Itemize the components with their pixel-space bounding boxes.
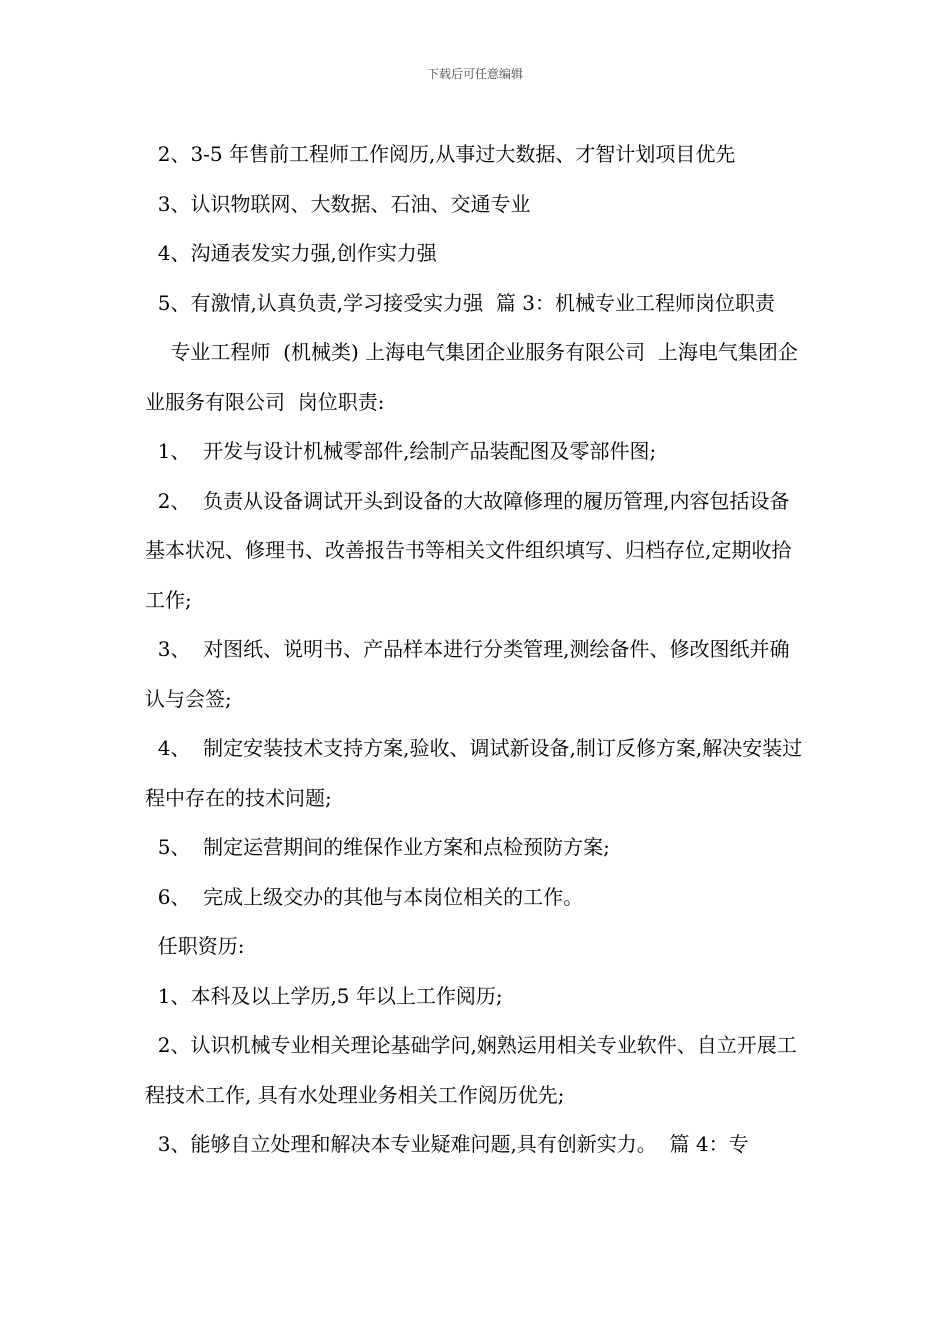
paragraph: 4、 制定安装技术支持方案,验收、调试新设备,制订反修方案,解决安装过程中存在的技术问题; (145, 736, 803, 810)
paragraph: 1、本科及以上学历,5 年以上工作阅历; (145, 983, 503, 1008)
paragraph: 1、 开发与设计机械零部件,绘制产品装配图及零部件图; (145, 439, 657, 463)
paragraph: 2、3-5 年售前工程师工作阅历,从事过大数据、才智计划项目优先 (145, 142, 736, 166)
paragraph: 任职资历: (145, 934, 245, 958)
paragraph: 6、 完成上级交办的其他与本岗位相关的工作。 (145, 884, 584, 909)
document-body (145, 130, 809, 1170)
paragraph: 3、认识物联网、大数据、石油、交通专业 (145, 191, 531, 216)
paragraph: 2、 负责从设备调试开头到设备的大故障修理的履历管理,内容包括设备基本状况、修理书、改善报告书等相关文件组织填写、归档存位,定期收拾工作; (145, 488, 792, 612)
paragraph: 5、有激情,认真负责,学习接受实力强 篇 3：机械专业工程师岗位职责 (145, 290, 775, 315)
paragraph: 3、能够自立处理和解决本专业疑难问题,具有创新实力。 篇 4：专 (145, 1132, 749, 1156)
paragraph: 4、沟通表发实力强,创作实力强 (145, 241, 437, 265)
paragraph: 专业工程师 (机械类) 上海电气集团企业服务有限公司 上海电气集团企业服务有限公司 岗位职责: (145, 340, 798, 414)
page-header: 下载后可任意编辑 (426, 67, 523, 81)
paragraph: 3、 对图纸、说明书、产品样本进行分类管理,测绘备件、修改图纸并确认与会签; (145, 637, 790, 711)
paragraph: 5、 制定运营期间的维保作业方案和点检预防方案; (145, 835, 610, 859)
paragraph: 2、认识机械专业相关理论基础学问,娴熟运用相关专业软件、自立开展工程技术工作, 具有水处理业务相关工作阅历优先; (145, 1033, 797, 1107)
